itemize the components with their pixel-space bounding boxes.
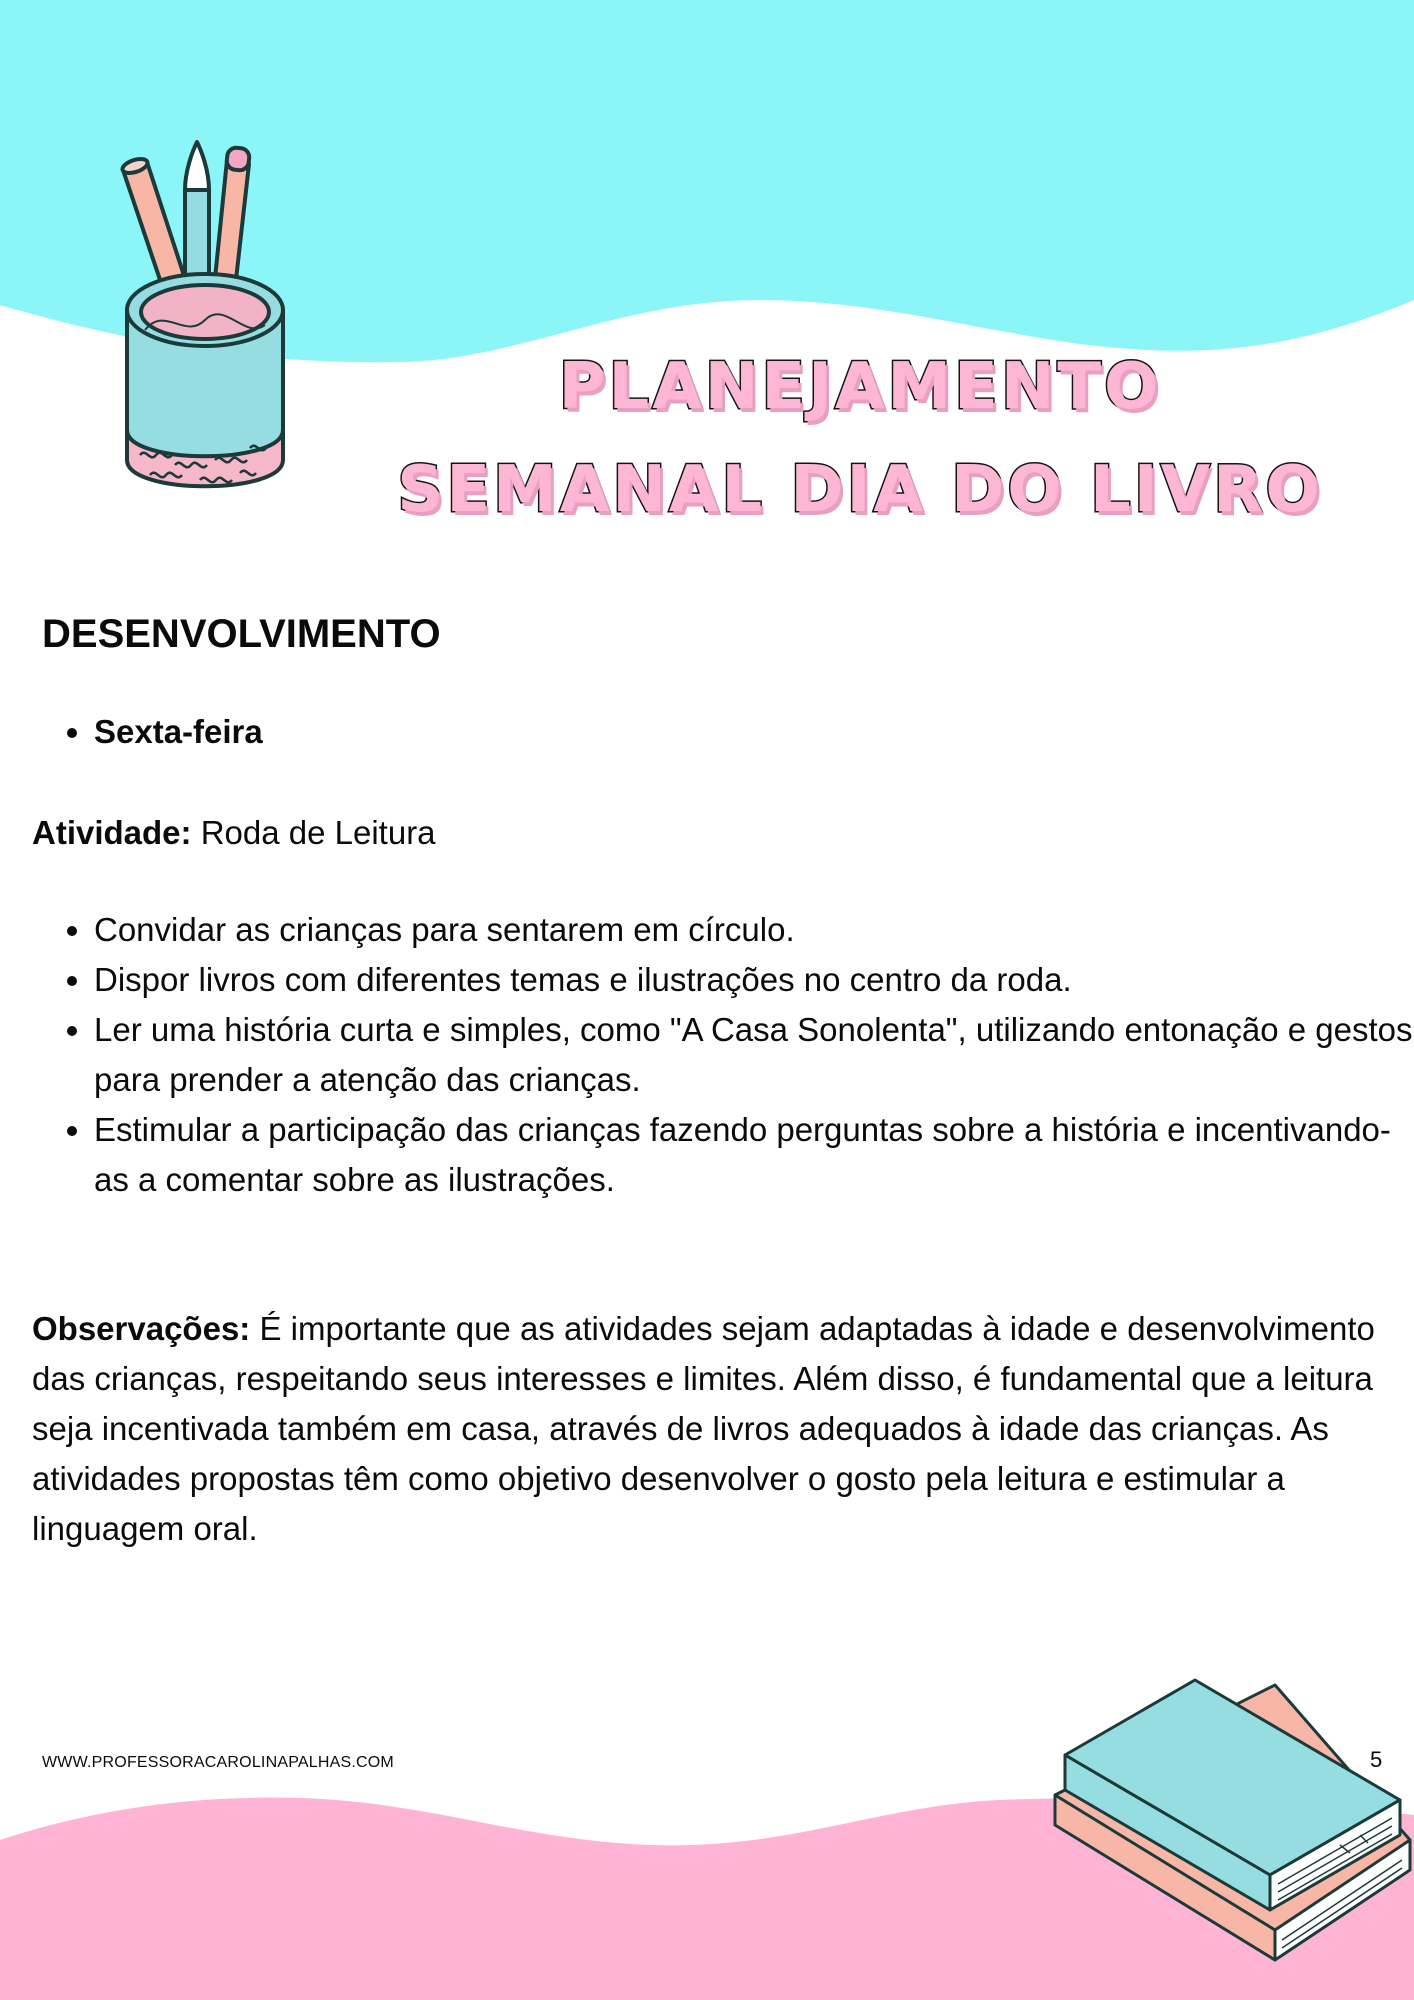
title-line-1: PLANEJAMENTO (558, 350, 1162, 424)
book-stack-icon (1040, 1670, 1414, 1970)
observations-paragraph (32, 1304, 1382, 1554)
list-item: • Ler uma história curta e simples, como "A Casa Sonolenta", utilizando entonação e gestos para prender a atenção das crianças. (94, 1005, 1414, 1105)
activity-value: Roda de Leitura (200, 814, 436, 851)
list-item: • Estimular a participação das crianças fazendo perguntas sobre a história e incentivando-as a comentar sobre as ilustrações. (94, 1105, 1414, 1205)
list-item: • Convidar as crianças para sentarem em círculo. (94, 905, 1414, 955)
pencil-cup-icon (105, 130, 305, 530)
activity-line (32, 808, 436, 858)
section-heading: DESENVOLVIMENTO (42, 612, 441, 656)
observations-text: É importante que as atividades sejam adaptadas à idade e desenvolvimento das crianças, respeitando seus interesses e limites. Além disso, é fundamental que a leitura seja incentivada também em casa, através de livros adequados à idade das crianças. As atividades propostas têm como objetivo desenvolver o gosto pela leitura e estimular a linguagem oral. (32, 1310, 1375, 1547)
day-list (58, 707, 1414, 757)
activity-label: Atividade: (32, 814, 192, 851)
observations-label: Observações: (32, 1310, 251, 1347)
day-item: • Sexta-feira (94, 707, 1414, 757)
list-item: • Dispor livros com diferentes temas e ilustrações no centro da roda. (94, 955, 1414, 1005)
title-line-2: SEMANAL DIA DO LIVRO (397, 453, 1323, 527)
website-url: WWW.PROFESSORACAROLINAPALHAS.COM (42, 1754, 394, 1771)
page-number: 5 (1370, 1747, 1383, 1772)
steps-list (58, 905, 1414, 1205)
